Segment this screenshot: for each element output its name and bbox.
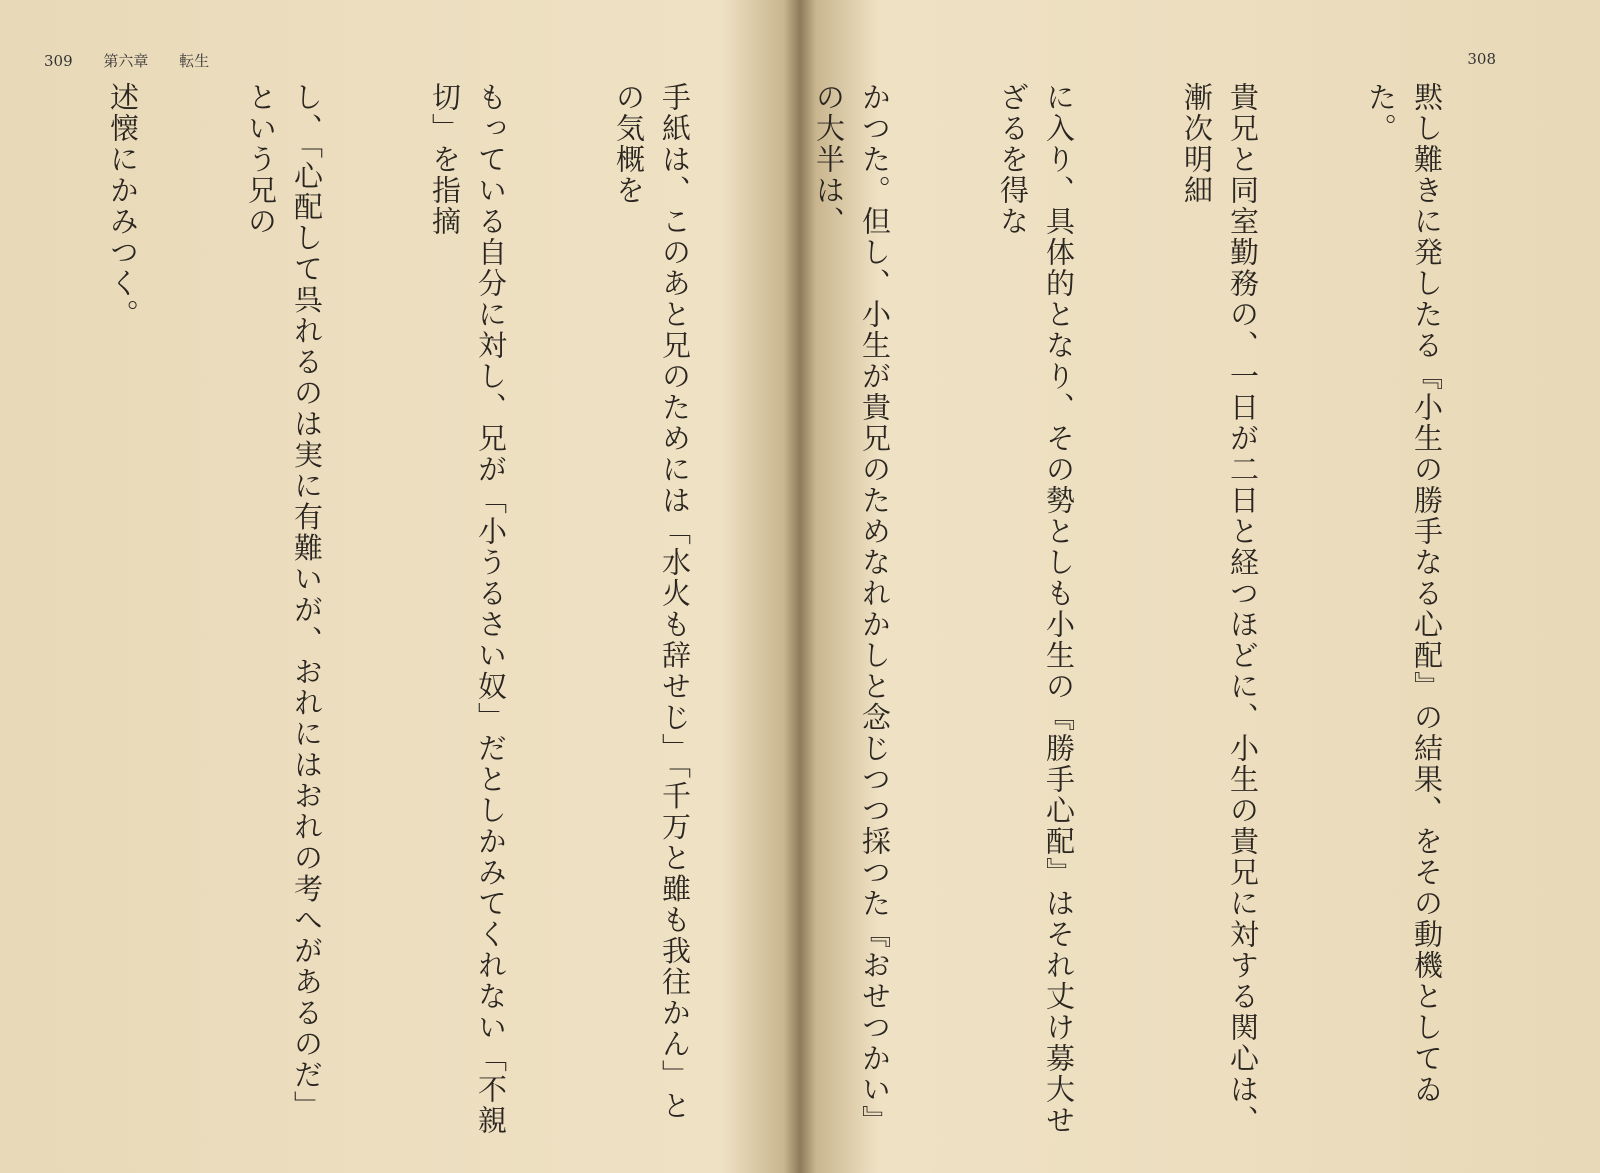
right-page [800,0,1600,1173]
text-line: 手紙は、このあと兄のためには「水火も辞せじ」「千万と雖も我往かん」との気概を [612,82,692,1122]
chapter-label: 第六章 [103,52,149,70]
left-page-number: 309 [44,52,73,70]
text-line: かつた。但し、小生が貴兄のためなれかしと念じつつ採つた『おせつかい』の大半は、 [812,82,892,1136]
text-line: し、「心配して呉れるのは実に有難いが、おれにはおれの考へがあるのだ」という兄の [244,82,324,1122]
right-page-header [1467,50,1522,68]
text-line: 貴兄と同室勤務の、一日が二日と経つほどに、小生の貴兄に対する関心は、漸次明細 [1180,82,1260,1136]
right-page-number: 308 [1467,50,1496,68]
text-line: 述懐にかみつく。 [106,82,140,330]
right-page-body [802,82,1542,1142]
left-page-body [30,82,790,1142]
left-page-header [44,50,235,71]
chapter-title: 転生 [179,52,210,70]
left-page [0,0,790,1173]
text-line: に入り、具体的となり、その勢としも小生の『勝手心配』はそれ丈け募大せざるを得な [996,82,1076,1136]
text-line: もっている自分に対し、兄が「小うるさい奴」だとしかみてくれない「不親切」を指摘 [428,82,508,1136]
text-line: 黙し難きに発したる『小生の勝手なる心配』の結果、をその動機としてゐた。 [1364,82,1444,1105]
